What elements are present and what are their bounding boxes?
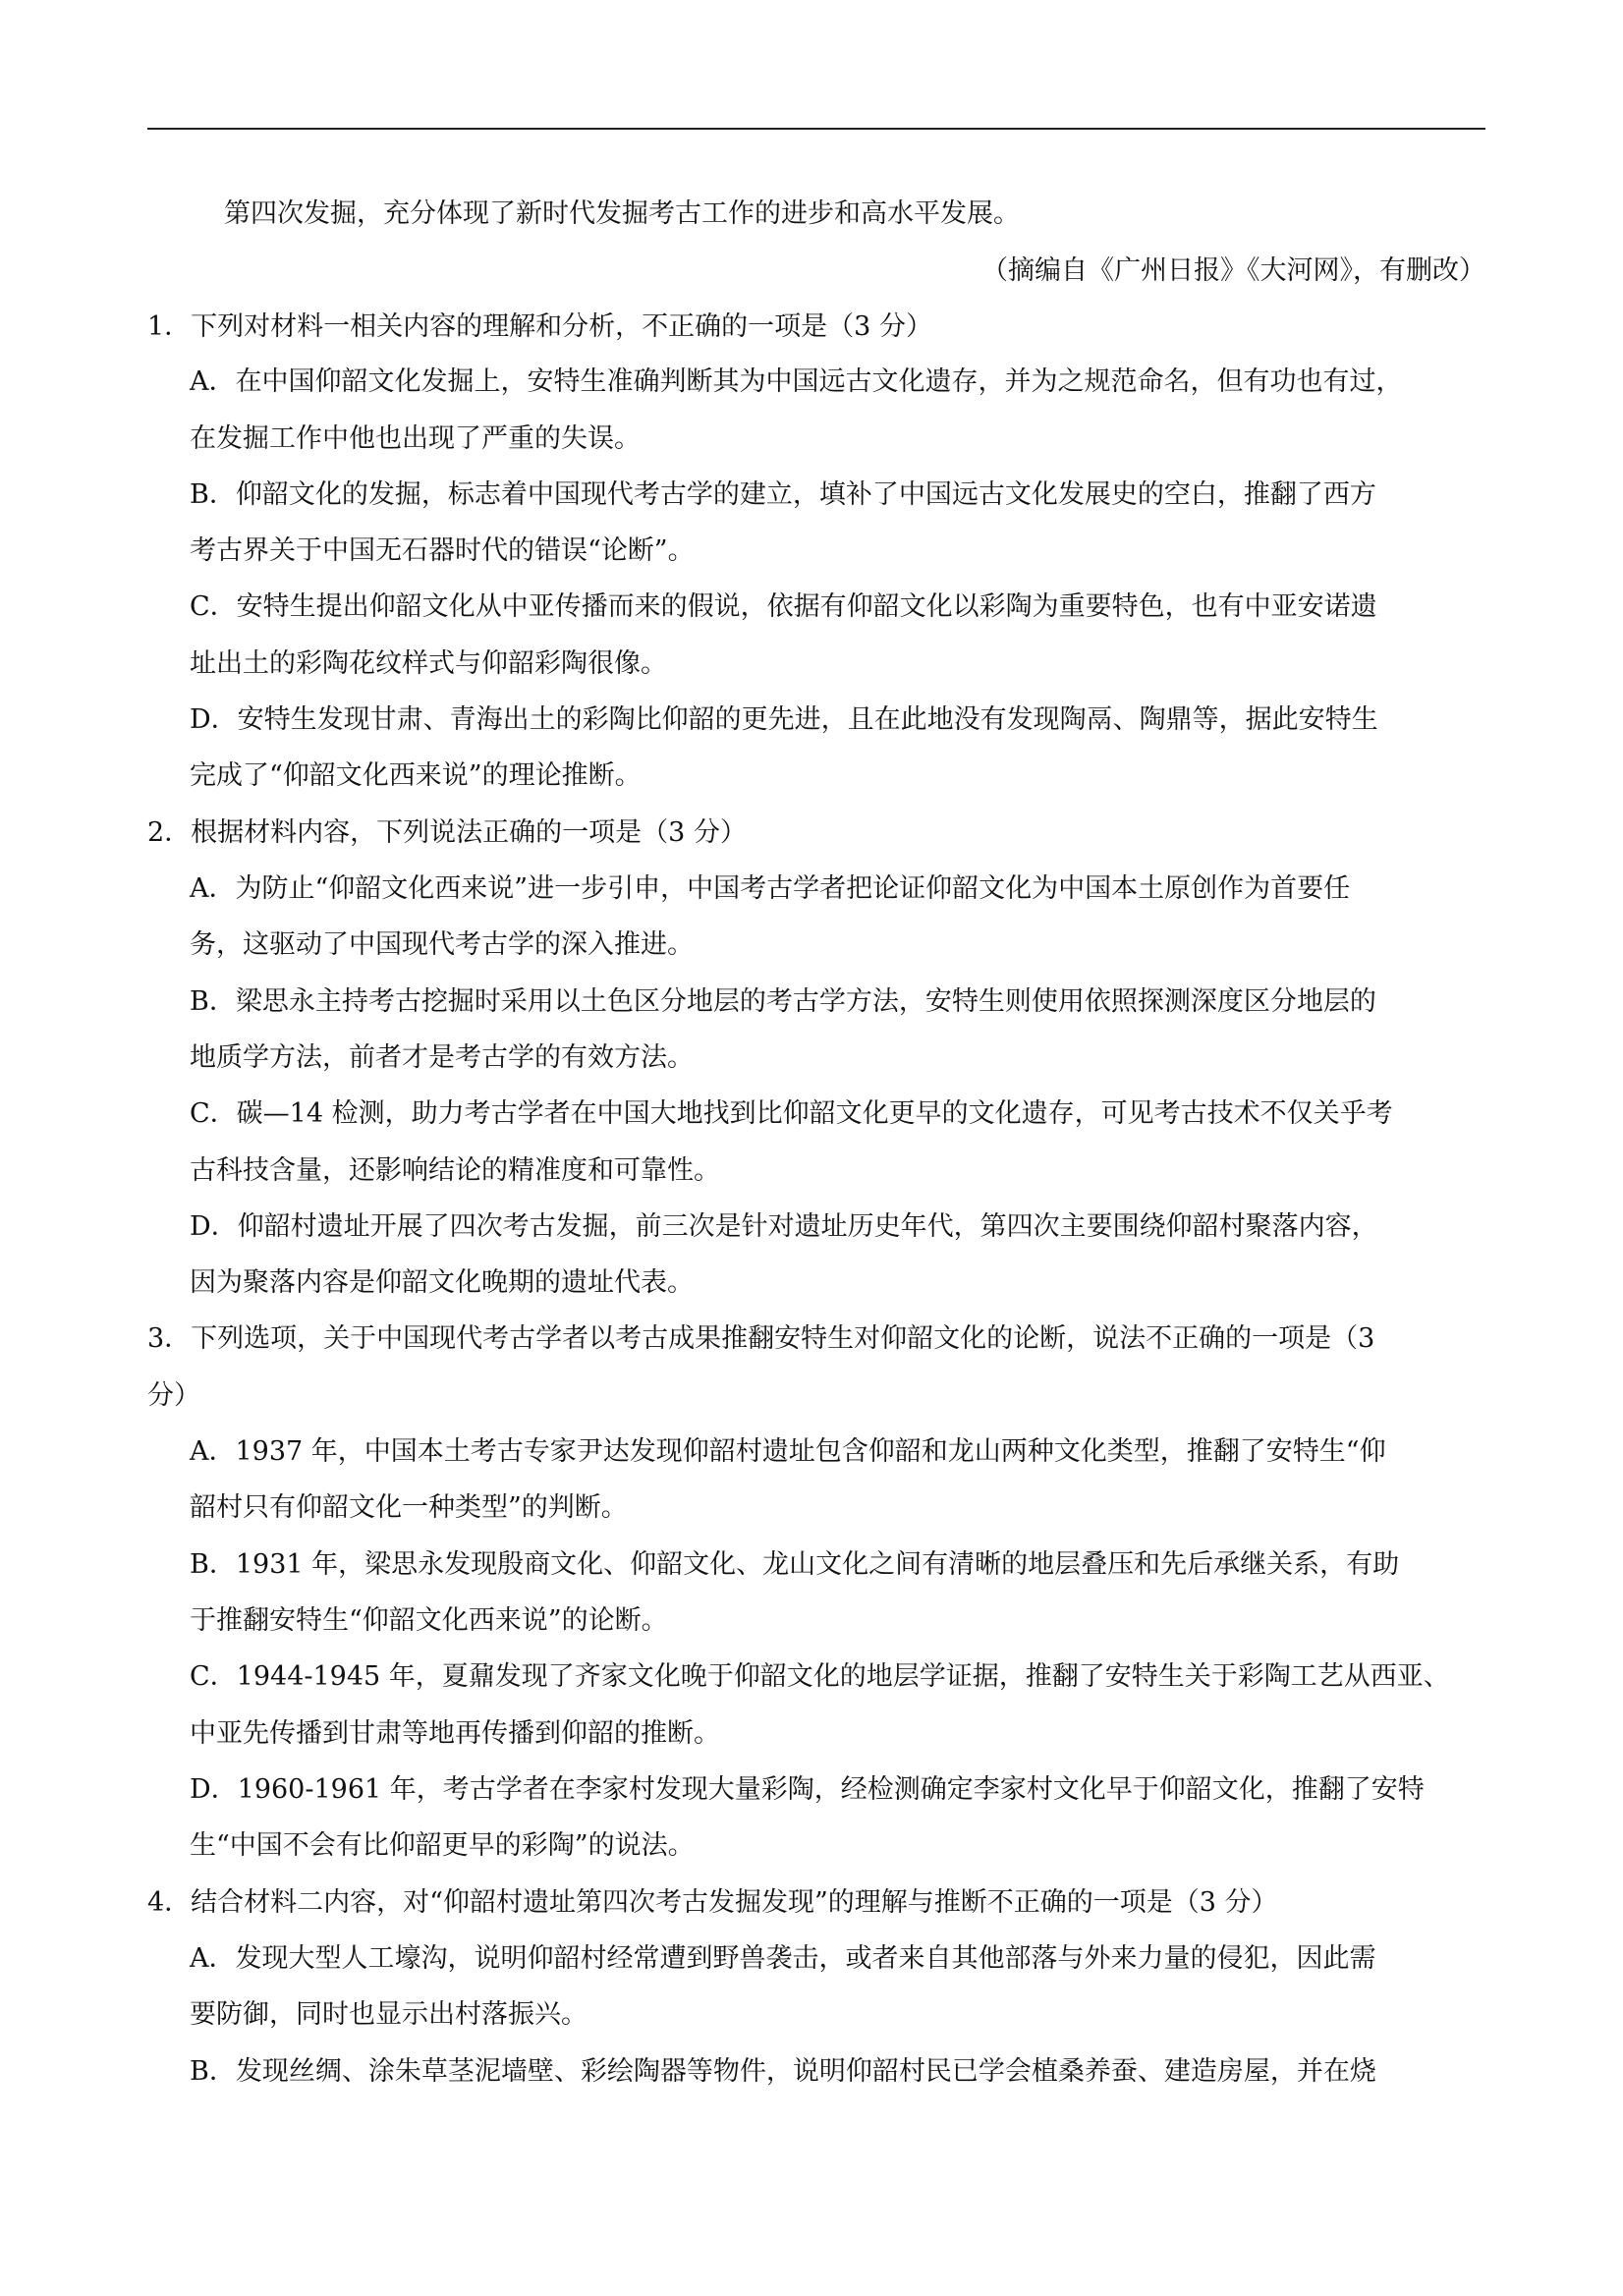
intro-paragraph: 第四次发掘，充分体现了新时代发掘考古工作的进步和高水平发展。 — [224, 198, 1020, 229]
question-3-option-a: A．1937 年，中国本土考古专家尹达发现仰韶村遗址包含仰韶和龙山两种文化类型，推翻了安特生“仰 — [190, 1436, 1386, 1467]
header-rule — [147, 128, 1485, 130]
question-2-option-d-cont: 因为聚落内容是仰韶文化晚期的遗址代表。 — [190, 1267, 694, 1298]
question-1-option-d-cont: 完成了“仰韶文化西来说”的理论推断。 — [190, 760, 642, 791]
question-1-option-a-cont: 在发掘工作中他也出现了严重的失误。 — [190, 423, 641, 454]
source-citation: （摘编自《广州日报》《大河网》，有删改） — [981, 255, 1485, 286]
question-2-option-a-cont: 务，这驱动了中国现代考古学的深入推进。 — [190, 929, 694, 960]
question-2-option-c-cont: 古科技含量，还影响结论的精准度和可靠性。 — [190, 1155, 720, 1186]
question-2-option-a: A．为防止“仰韶文化西来说”进一步引申，中国考古学者把论证仰韶文化为中国本土原创作为首要任 — [190, 873, 1351, 904]
question-4-option-b: B．发现丝绸、涂朱草茎泥墙壁、彩绘陶器等物件，说明仰韶村民已学会植桑养蚕、建造房屋，并在烧 — [190, 2056, 1376, 2087]
question-1-option-b-cont: 考古界关于中国无石器时代的错误“论断”。 — [190, 535, 695, 566]
question-3-option-b-cont: 于推翻安特生“仰韶文化西来说”的论断。 — [190, 1605, 668, 1636]
question-4-option-a: A．发现大型人工壕沟，说明仰韶村经常遭到野兽袭击，或者来自其他部落与外来力量的侵犯，因此需 — [190, 1943, 1376, 1974]
question-1-stem: 1．下列对材料一相关内容的理解和分析，不正确的一项是（3 分） — [147, 311, 932, 342]
question-2-option-b-cont: 地质学方法，前者才是考古学的有效方法。 — [190, 1042, 694, 1073]
question-1-option-c-cont: 址出土的彩陶花纹样式与仰韶彩陶很像。 — [190, 648, 667, 679]
question-2-option-b: B．梁思永主持考古挖掘时采用以土色区分地层的考古学方法，安特生则使用依照探测深度区分地层的 — [190, 986, 1376, 1017]
question-3-option-d: D．1960-1961 年，考古学者在李家村发现大量彩陶，经检测确定李家村文化早于仰韶文化，推翻了安特 — [190, 1774, 1425, 1805]
question-3-option-a-cont: 韶村只有仰韶文化一种类型”的判断。 — [190, 1492, 628, 1523]
question-1-option-c: C．安特生提出仰韶文化从中亚传播而来的假说，依据有仰韶文化以彩陶为重要特色，也有中亚安诺遗 — [190, 591, 1377, 622]
question-3-option-b: B．1931 年，梁思永发现殷商文化、仰韶文化、龙山文化之间有清晰的地层叠压和先后承继关系，有助 — [190, 1549, 1400, 1580]
question-3-stem: 3．下列选项，关于中国现代考古学者以考古成果推翻安特生对仰韶文化的论断，说法不正确的一项是（3 — [147, 1323, 1375, 1354]
question-1-option-b: B．仰韶文化的发掘，标志着中国现代考古学的建立，填补了中国远古文化发展史的空白，推翻了西方 — [190, 479, 1376, 510]
question-3-option-c-cont: 中亚先传播到甘肃等地再传播到仰韶的推断。 — [190, 1718, 720, 1749]
question-1-option-d: D．安特生发现甘肃、青海出土的彩陶比仰韶的更先进，且在此地没有发现陶鬲、陶鼎等，据此安特生 — [190, 704, 1378, 735]
question-4-option-a-cont: 要防御，同时也显示出村落振兴。 — [190, 1999, 588, 2030]
question-2-option-c: C．碳—14 检测，助力考古学者在中国大地找到比仰韶文化更早的文化遗存，可见考古技术不仅关乎考 — [190, 1098, 1393, 1129]
question-3-stem-cont: 分） — [147, 1380, 200, 1411]
question-3-option-c: C．1944-1945 年，夏鼐发现了齐家文化晚于仰韶文化的地层学证据，推翻了安特生关于彩陶工艺从西亚、 — [190, 1661, 1450, 1692]
question-2-stem: 2．根据材料内容，下列说法正确的一项是（3 分） — [147, 817, 747, 848]
question-4-stem: 4．结合材料二内容，对“仰韶村遗址第四次考古发掘发现”的理解与推断不正确的一项是（3 分） — [147, 1887, 1278, 1918]
question-1-option-a: A．在中国仰韶文化发掘上，安特生准确判断其为中国远古文化遗存，并为之规范命名，但有功也有过， — [190, 366, 1403, 397]
question-3-option-d-cont: 生“中国不会有比仰韶更早的彩陶”的说法。 — [190, 1830, 695, 1861]
question-2-option-d: D．仰韶村遗址开展了四次考古发掘，前三次是针对遗址历史年代，第四次主要围绕仰韶村聚落内容， — [190, 1211, 1378, 1242]
